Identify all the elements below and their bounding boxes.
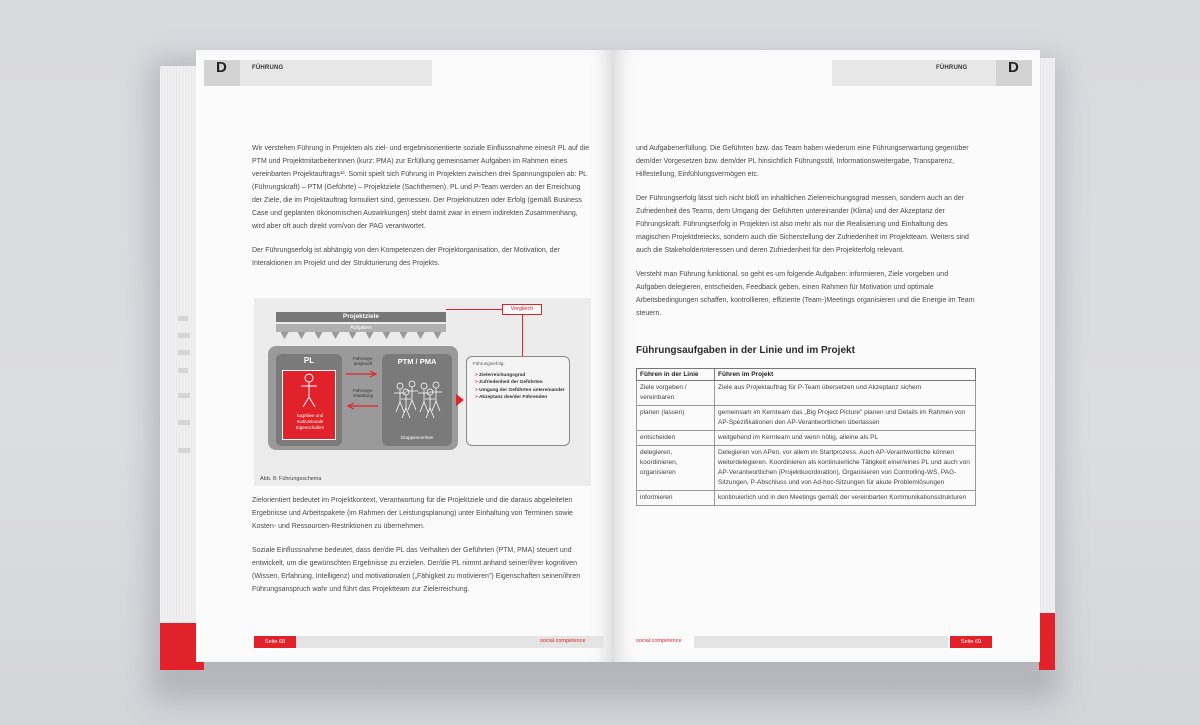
table-cell: kontinuierlich und in den Meetings gemäß der vereinbarten Kommunikationsstrukturen [715,491,976,506]
list-item: > Umgang der Geführten untereinander [475,388,567,394]
edge-tab-mark [178,368,188,373]
paragraph: Zielorientiert bedeutet im Projektkontext, Verantwortung für die Projektziele und die daraus abgeleiteten Ergebnisse und Arbeitspakete (im Rahmen der Leistungsplanung) unter Einhaltung von Terminen sowie Kosten- und Ressourcen-Restriktionen zu übernehmen. [252,497,573,530]
paragraph: Der Führungserfolg lässt sich nicht bloß im inhaltlichen Zielerreichungsgrad messen, sondern auch an der Zufriedenheit des Teams, dem Umgang der Geführten untereinander (Klima) und der Akzeptanz der Führungskraft. Führungserfolg in Projekten ist also mehr als nur die Realisierung und Einhaltung des magischen Projektdreiecks, sondern auch die Sicherstellung der Zufriedenheit im Projektteam. Weiters sind auch die Stakeholderinteressen und deren Zufriedenheit für den Projekterfolg relevant. [636,195,969,254]
right-body-text [636,142,976,331]
list-item: > Akzeptanz des/der Führenden [475,395,567,401]
column-header: Führen in der Linie [637,369,715,381]
pl-box [276,354,342,446]
fuehrungserfolg-box [466,356,570,446]
right-footer-social: social competence [636,638,682,644]
right-red-edge [1039,613,1055,670]
fuehrungsschema-figure [254,298,591,486]
gruppennormen-label: Gruppennormen [400,435,434,440]
arrow-left-icon [346,402,380,410]
projektziele-bar: Projektziele [276,312,446,322]
fuehrungsaufgaben-table [636,368,976,506]
table-cell: Ziele vorgeben / vereinbaren [637,381,715,406]
edge-tab-mark [178,420,190,425]
person-icon [283,371,335,411]
open-book [160,48,1055,670]
table-row [637,491,976,506]
table-cell: weitgehend im Kernteam und wenn nötig, alleine als PL [715,431,976,446]
fuehrungserwartung-label: Führungs-erwartung [352,388,374,398]
table-row [637,446,976,491]
ptm-label: PTM / PMA [397,357,437,366]
paragraph: Wir verstehen Führung in Projekten als ziel- und ergebnisorientierte soziale Einflussnahme eines/r PL auf die PTM und ProjektmitarbeiterInnen (kurz: PMA) zur Erfüllung gemeinsamer Aufgaben im Rahmen eines vereinbarten Projektauftrags¹³. Somit spielt sich Führung in Projekten zwischen drei Spannungspolen ab: PL (Führungskraft) – PTM (Geführte) – Projektziele (Sachthemen). PL und P-Team werden an der Erreichung der Ziele, die im Projektauftrag formuliert sind, gemessen. Der Projektnutzen oder Erfolg (gemäß Business Case und geplanten ökonomischen Auswirkungen) steht damit zwar in einem indirekten Zusammenhang, wird aber oft auch direkt vom/von der PAG verantwortet. [252,145,590,230]
list-item: > Zufriedenheit der Geführten [475,380,567,386]
edge-tab-mark [178,350,190,355]
paragraph: Versteht man Führung funktional, so geht es um folgende Aufgaben: informieren, Ziele vorgeben und Aufgaben delegieren, entscheiden, Feedback geben, einen Rahmen für Motivation und optimale Arbeitsbedingungen schaffen, kontrollieren, effiziente (Team-)Meetings organisieren und die Energie im Team steuern. [636,271,975,317]
left-body-text [252,494,592,607]
table-cell: gemeinsam im Kernteam das „Big Project Picture" planen und Details im Rahmen von AP-Spezifikationen den AP-Verantwortlichen überlassen [715,406,976,431]
left-page [196,50,614,662]
left-section-letter: D [216,59,227,76]
left-intro-text [252,142,592,281]
paragraph: und Aufgabenerfüllung. Die Geführten bzw. das Team haben wiederum eine Führungserwartung gegenüber dem/der Vorgesetzen bzw. dem/der PL hinsichtlich Führungsstil, Informationsweitergabe, Transparenz, Hilfestellung, Einfühlungsvermögen etc. [636,145,969,178]
right-section-letter: D [1008,59,1019,76]
list-item: > Zielerreichungsgrad [475,373,567,379]
chevron-right-icon [456,394,464,406]
edge-tab-mark [178,448,190,453]
left-page-number: Seite 68 [254,636,296,648]
ptm-box [382,354,452,446]
fuehrungserfolg-title: Führungserfolg: [473,361,505,366]
aufgaben-bar: Aufgaben [276,324,446,332]
table-header-row [637,369,976,381]
table-cell: Ziele aus Projektauftrag für P-Team übersetzen und Akzeptanz sichern [715,381,976,406]
fuehrungserfolg-list [475,373,567,402]
figure-caption: Abb. 8: Führungsschema [260,476,322,482]
column-header: Führen im Projekt [715,369,976,381]
pl-label: PL [303,356,315,365]
vergleich-line [446,309,502,310]
aufgaben-arrows [276,332,446,340]
table-row [637,431,976,446]
table-heading: Führungsaufgaben in der Linie und im Projekt [636,345,855,356]
table-row [637,406,976,431]
edge-tab-mark [178,316,188,321]
table-cell: entscheiden [637,431,715,446]
table-cell: delegieren, koordinieren, organisieren [637,446,715,491]
pl-eigenschaften: kognitive und motivationale Eigenschaften [295,413,325,430]
vergleich-line [522,315,523,356]
right-footer-bar [694,636,948,648]
right-page [614,50,1040,662]
table-cell: Delegieren von APen, vor allem im Startprozess. Auch AP-Verantwortliche können weiterdelegieren. Koordinieren als kontinuierliche Tätigkeit einer/eines PL und auch von AP-Verantwortlichen (Projektkoordination), Organisieren von Controlling-WS, PAG-Sitzungen, P-Abschluss und von Ad-hoc-Sitzungen für akute Problemlösungen [715,446,976,491]
paragraph: Der Führungserfolg ist abhängig von den Kompetenzen der Projektorganisation, der Motivation, der Interaktionen im Projekt und der Strukturierung des Projekts. [252,247,560,267]
left-header-label: FÜHRUNG [252,65,284,71]
vergleich-label: Vergleich [502,304,542,315]
pl-red-panel [282,370,336,440]
table-cell: planen (lassen) [637,406,715,431]
left-footer-social: social competence [540,638,586,644]
arrow-right-icon [346,370,380,378]
paragraph: Soziale Einflussnahme bedeutet, dass der/die PL das Verhalten der Geführten (PTM, PMA) steuert und entwickelt, um die gewünschten Ergebnisse zu erzielen. Der/die PL nimmt anhand seiner/ihrer kognitiven (Wissen, Erfahrung, Intelligenz) und motivationalen („Fähigkeit zu motivieren") Eigenschaften seinen/ihren Führungsanspruch wahr und führt das Projektteam zur Zielerreichung. [252,547,581,593]
fuehrungsanspruch-label: Führungs-anspruch [352,356,374,366]
right-header-label: FÜHRUNG [936,65,968,71]
right-page-number: Seite 69 [950,636,992,648]
group-icon [388,378,446,422]
right-page-edges [1039,58,1055,670]
table-cell: informieren [637,491,715,506]
edge-tab-mark [178,333,190,338]
edge-tab-mark [178,393,190,398]
table-row [637,381,976,406]
